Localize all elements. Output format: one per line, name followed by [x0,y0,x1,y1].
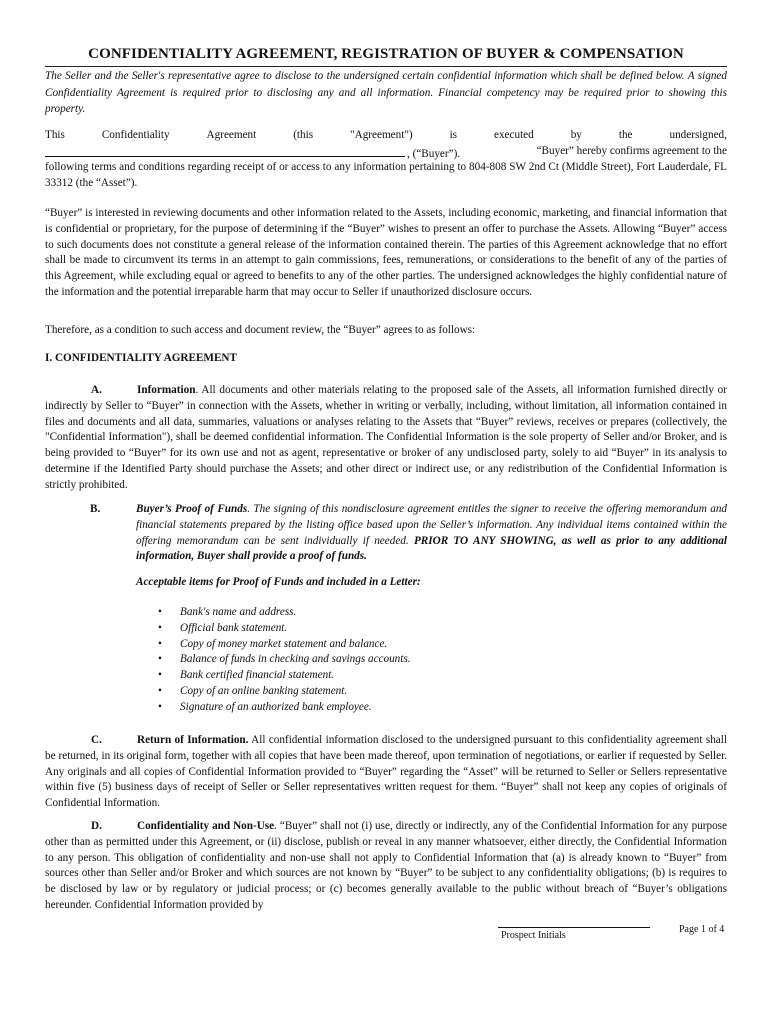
opening-word: Confidentiality [101,129,170,141]
list-item: • Copy of an online banking statement. [136,684,411,700]
opening-word: executed [493,129,534,141]
section-d-label: D. [91,820,102,832]
section-b-label: B. [90,503,101,515]
page-number: Page 1 of 4 [679,924,725,935]
acceptable-items-heading: Acceptable items for Proof of Funds and included in a Letter: [136,576,421,588]
prospect-initials-label: Prospect Initials [501,930,566,941]
bullet-icon: • [158,700,162,713]
list-item: • Bank certified financial statement. [136,668,411,684]
list-item: • Copy of money market statement and balance. [136,637,411,653]
section-a-text: . All documents and other materials relating to the proposed sale of the Assets, all information furnished directly or indirectly by Seller to “Buyer” in connection with the Assets, whether in writing or verbally, including, without limitation, all information contained in files and documents and all data, summaries, valuations or analyses relating to the Assets that “Buyer” reviews, receives or prepares (collectively, the "Confidential Information"), shall be deemed confidential information. The Confidential Information is the sole property of Seller and/or Broker, and is being provided to “Buyer” for its own use and not as agent, representative or broker of any undisclosed party, solely to aid “Buyer” in its analysis to determine if the Identified Party should purchase the Assets; and other direct or indirect use, or any redistribution of the Confidential Information is strictly prohibited. [45,384,727,491]
opening-word: Agreement [206,129,257,141]
section-b-title: Buyer’s Proof of Funds [136,503,248,515]
section-c-text: All confidential information disclosed to the undersigned pursuant to this confidentiality agreement shall be returned, in its original form, together with all copies that have been made thereof, upon termination of negotiations, or earlier if requested by Seller. Any originals and all copies of Confidential Information provided to “Buyer” regarding the “Asset” will be returned to Seller or Sellers representative within five (5) business days of receipt of Seller or Seller representatives written request for them. “Buyer” shall not keep any copies of originals of Confidential Information. [45,734,727,810]
buyer-name-line [45,145,727,160]
section-d [45,819,727,914]
opening-line [45,129,727,141]
list-item: • Official bank statement. [136,621,411,637]
buyer-label: , (“Buyer”). [407,148,461,160]
intro-paragraph: The Seller and the Seller's representative agree to disclose to the undersigned certain confidential information which shall be defined below. A signed Confidentiality Agreement is required prior to disclosing any and all information. Financial competency may be required prior to showing this property. [45,70,727,115]
section-heading: I. CONFIDENTIALITY AGREEMENT [45,352,237,364]
document-title: CONFIDENTIALITY AGREEMENT, REGISTRATION OF BUYER & COMPENSATION [88,46,684,62]
interest-paragraph: “Buyer” is interested in reviewing documents and other information related to the Assets, including economic, marketing, and financial information that is confidential or proprietary, for the purpose of determining if the “Buyer” wishes to present an offer to purchase the Assets. Allowing “Buyer” access to such documents does not constitute a general release of the information contained therein. The parties of this Agreement acknowledge that no effort shall be made to circumvent its terms in an attempt to gain commissions, fees, remunerations, or considerations to the benefit of any of the parties of this Agreement, while excluding equal or agreed to benefits to any of the other parties. The undersigned acknowledges the highly confidential nature of the information and the potential irreparable harm that may occur to Seller if unauthorized disclosure occurs. [45,207,727,298]
buyer-confirm-text: “Buyer” hereby confirms agreement to the [536,145,727,157]
bullet-icon: • [158,637,162,650]
section-d-title: Confidentiality and Non-Use [137,820,275,832]
title-underline [45,66,727,67]
section-c-label: C. [91,734,102,746]
section-a-title: Information [137,384,196,396]
bullet-icon: • [158,669,162,682]
bullet-icon: • [158,621,162,634]
section-b-bold: PRIOR TO ANY SHOWING, as well as prior to any additional information, Buyer shall provide a proof of funds. [136,534,727,563]
opening-continuation: following terms and conditions regarding receipt of or access to any information pertaining to 804-808 SW 2nd Ct (Middle Street), Fort Lauderdale, FL 33312 (the “Asset”). [45,161,727,189]
section-b-text: . The signing of this nondisclosure agreement entitles the signer to receive the offering memorandum and financial statements prepared by the listing office based upon the Seller’s information. Any individual items contained within the offering memorandum can be sent individually if needed. [136,503,728,547]
list-item: • Signature of an authorized bank employee. [136,700,411,716]
section-d-text: . “Buyer” shall not (i) use, directly or indirectly, any of the Confidential Information for any purpose other than as permitted under this Agreement, or (ii) disclose, publish or reveal in any manner whatsoever, either directly, the Confidential Information to any person. This obligation of confidentiality and non-use shall not apply to Confidential Information that (a) is already known to “Buyer” from sources other than Seller and/or Broker and which sources are not known by “Buyer” to be subject to any confidentiality obligations; (b) is requires to be disclosed by law or by regulatory or judicial process; or (c) becomes generally available to the public without breach of “Buyer’s obligations hereunder. Confidential Information provided by [45,820,727,911]
bullet-icon: • [158,606,162,618]
section-c-title: Return of Information. [137,734,249,746]
list-item: • Bank's name and address. [136,605,411,621]
section-a [45,383,727,494]
buyer-name-blank[interactable] [45,145,405,157]
opening-word: undersigned, [669,129,727,141]
opening-word: is [449,129,458,141]
opening-word: the [618,129,633,141]
opening-word: "Agreement") [350,129,413,141]
opening-word: This [45,129,65,141]
initials-line[interactable] [498,927,650,928]
section-c [45,733,727,812]
therefore-paragraph: Therefore, as a condition to such access and document review, the “Buyer” agrees to as follows: [45,324,476,336]
section-b [90,502,727,565]
opening-word: (this [293,129,314,141]
opening-word: by [570,129,582,141]
bullet-icon: • [158,684,162,697]
list-item: • Balance of funds in checking and savings accounts. [136,652,411,668]
proof-of-funds-list [136,605,411,716]
section-a-label: A. [91,384,102,396]
bullet-icon: • [158,653,162,666]
